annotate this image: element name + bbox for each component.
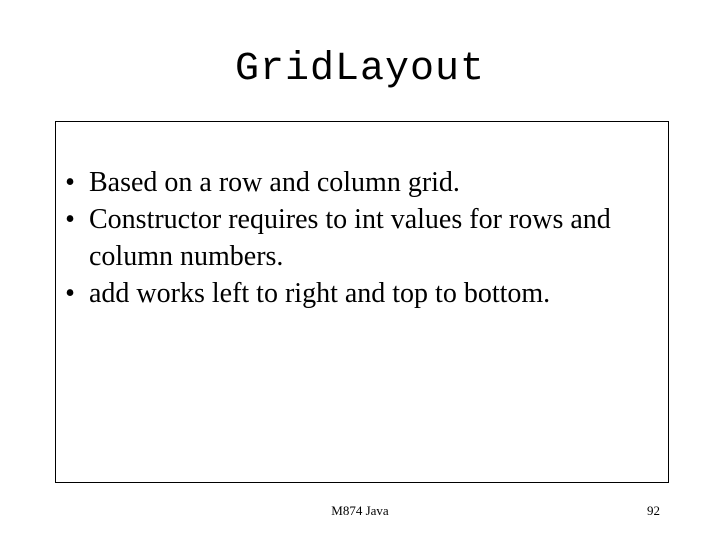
page-number: 92	[647, 503, 660, 518]
bullet-marker: •	[65, 204, 75, 235]
footer-label: M874 Java	[331, 503, 389, 518]
content-box	[55, 121, 669, 483]
bullet-marker: •	[65, 167, 75, 198]
bullet-list	[60, 164, 660, 312]
bullet-text: Constructor requires to int values for rows and column numbers.	[89, 204, 611, 272]
bullet-item	[60, 275, 660, 312]
slide-title: GridLayout	[234, 47, 486, 92]
bullet-item	[60, 164, 660, 201]
bullet-item	[60, 201, 660, 275]
bullet-text: add works left to right and top to bottom.	[89, 278, 551, 309]
bullet-text: Based on a row and column grid.	[89, 167, 460, 198]
bullet-marker: •	[65, 278, 75, 309]
